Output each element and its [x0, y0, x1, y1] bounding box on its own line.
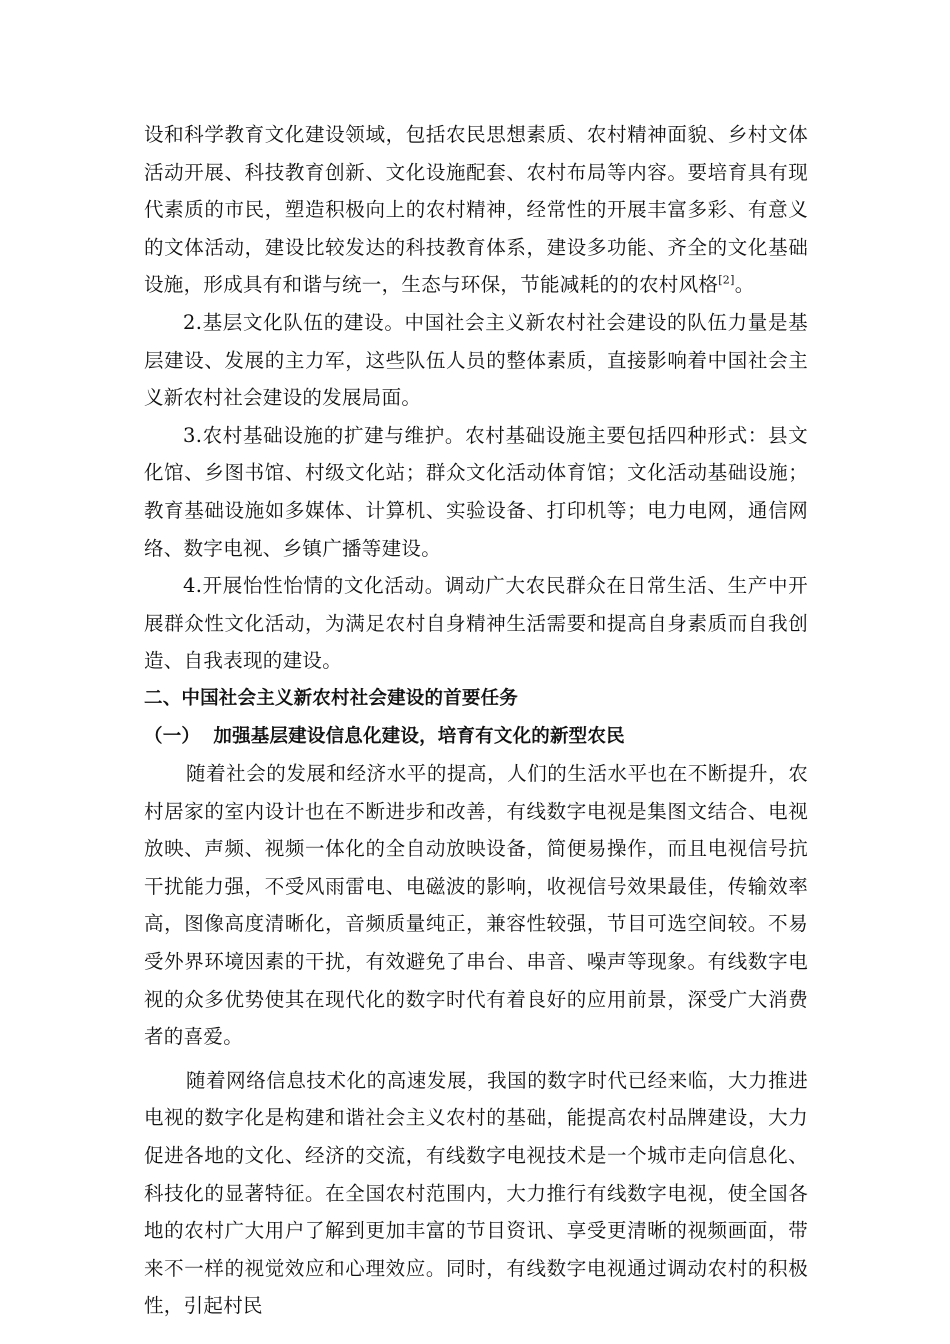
section-heading: 二、中国社会主义新农村社会建设的首要任务: [144, 687, 519, 709]
document-page: [144, 116, 808, 1325]
paragraph-digital-tv-advantages: 随着社会的发展和经济水平的提高，人们的生活水平也在不断提升，农村居家的室内设计也在不断进步和改善，有线数字电视是集图文结合、电视放映、声频、视频一体化的全自动放映设备，简便易操作，而且电视信号抗干扰能力强，不受风雨雷电、电磁波的影响，收视信号效果最佳，传输效率高，图像高度清晰化，音频质量纯正，兼容性较强，节目可选空间较。不易受外界环境因素的干扰，有效避免了串台、串音、噪声等现象。有线数字电视的众多优势使其在现代化的数字时代有着良好的应用前景，深受广大消费者的喜爱。: [144, 762, 808, 1049]
paragraph-item-3: 3.农村基础设施的扩建与维护。农村基础设施主要包括四种形式：县文化馆、乡图书馆、村级文化站；群众文化活动体育馆；文化活动基础设施；教育基础设施如多媒体、计算机、实验设备、打印机等；电力电网，通信网络、数字电视、乡镇广播等建设。: [144, 423, 808, 560]
citation-reference: [2]: [718, 273, 735, 287]
paragraph-cultural-construction: [144, 116, 808, 304]
subsection-heading: （一） 加强基层建设信息化建设，培育有文化的新型农民: [144, 725, 625, 747]
paragraph-digital-era: 随着网络信息技术化的高速发展，我国的数字时代已经来临，大力推进电视的数字化是构建和谐社会主义农村的基础，能提高农村品牌建设，大力促进各地的文化、经济的交流，有线数字电视技术是一个城市走向信息化、科技化的显著特征。在全国农村范围内，大力推行有线数字电视，使全国各地的农村广大用户了解到更加丰富的节目资讯、享受更清晰的视频画面，带来不一样的视觉效应和心理效应。同时，有线数字电视通过调动农村的积极性，引起村民: [144, 1068, 808, 1318]
paragraph-item-2: 2.基层文化队伍的建设。中国社会主义新农村社会建设的队伍力量是基层建设、发展的主力军，这些队伍人员的整体素质，直接影响着中国社会主义新农村社会建设的发展局面。: [144, 310, 808, 410]
paragraph-item-4: 4.开展怡性怡情的文化活动。调动广大农民群众在日常生活、生产中开展群众性文化活动，为满足农村自身精神生活需要和提高自身素质而自我创造、自我表现的建设。: [144, 574, 808, 673]
paragraph-end-punct: 。: [734, 273, 755, 297]
paragraph-text: 设和科学教育文化建设领域，包括农民思想素质、农村精神面貌、乡村文体活动开展、科技教育创新、文化设施配套、农村布局等内容。要培育具有现代素质的市民，塑造积极向上的农村精神，经常性的开展丰富多彩、有意义的文体活动，建设比较发达的科技教育体系，建设多功能、齐全的文化基础设施，形成具有和谐与统一，生态与环保，节能减耗的的农村风格: [144, 123, 808, 297]
